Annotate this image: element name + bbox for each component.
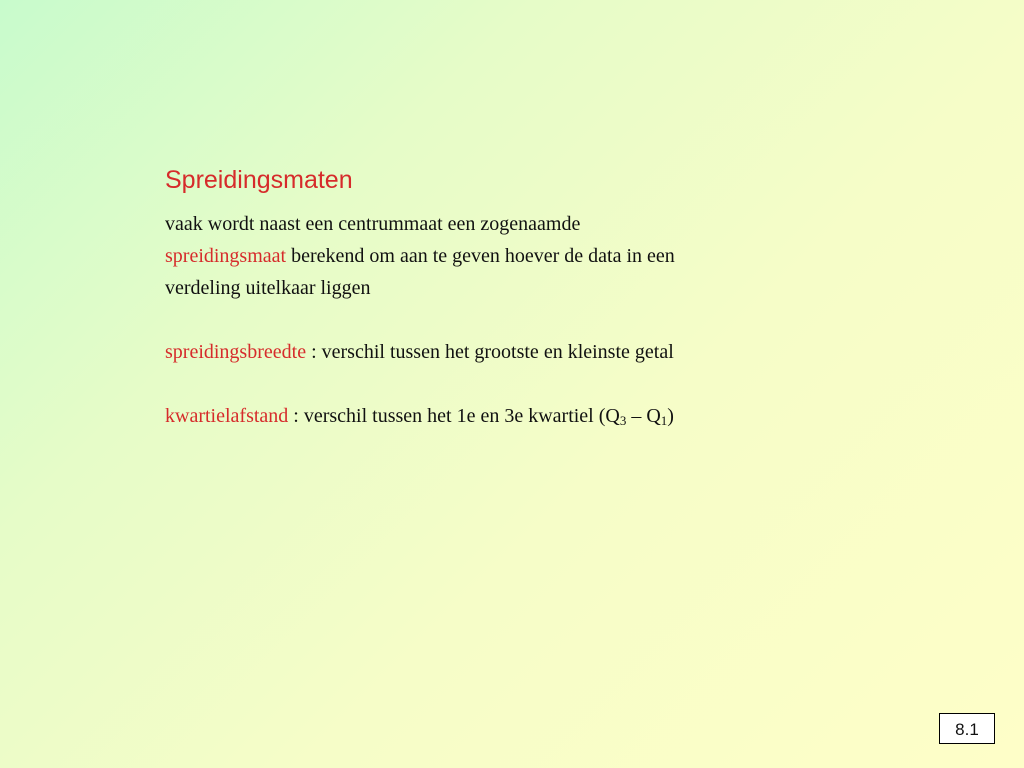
spacer	[165, 304, 805, 336]
term-spreidingsmaat: spreidingsmaat	[165, 245, 287, 267]
definition-spreidingsbreedte-text: : verschil tussen het grootste en kleinste getal	[306, 341, 674, 363]
slide-title: Spreidingsmaten	[165, 166, 353, 194]
term-spreidingsbreedte: spreidingsbreedte	[165, 341, 307, 363]
definition-kwartielafstand-mid: – Q	[626, 405, 661, 427]
term-kwartielafstand: kwartielafstand	[165, 405, 289, 427]
definition-kwartielafstand	[165, 400, 805, 432]
spacer	[165, 368, 805, 400]
intro-line-2-rest: berekend om aan te geven hoever de data in een	[286, 245, 675, 267]
page-number: 8.1	[939, 713, 995, 744]
subscript-1: 1	[660, 413, 668, 428]
intro-line-2	[165, 240, 805, 272]
slide-body	[165, 208, 805, 432]
subscript-3: 3	[619, 413, 627, 428]
definition-kwartielafstand-text: : verschil tussen het 1e en 3e kwartiel (Q	[288, 405, 620, 427]
intro-line-3: verdeling uitelkaar liggen	[165, 277, 371, 299]
intro-line-1: vaak wordt naast een centrummaat een zogenaamde	[165, 213, 581, 235]
definition-kwartielafstand-end: )	[667, 405, 674, 427]
definition-spreidingsbreedte	[165, 336, 805, 368]
